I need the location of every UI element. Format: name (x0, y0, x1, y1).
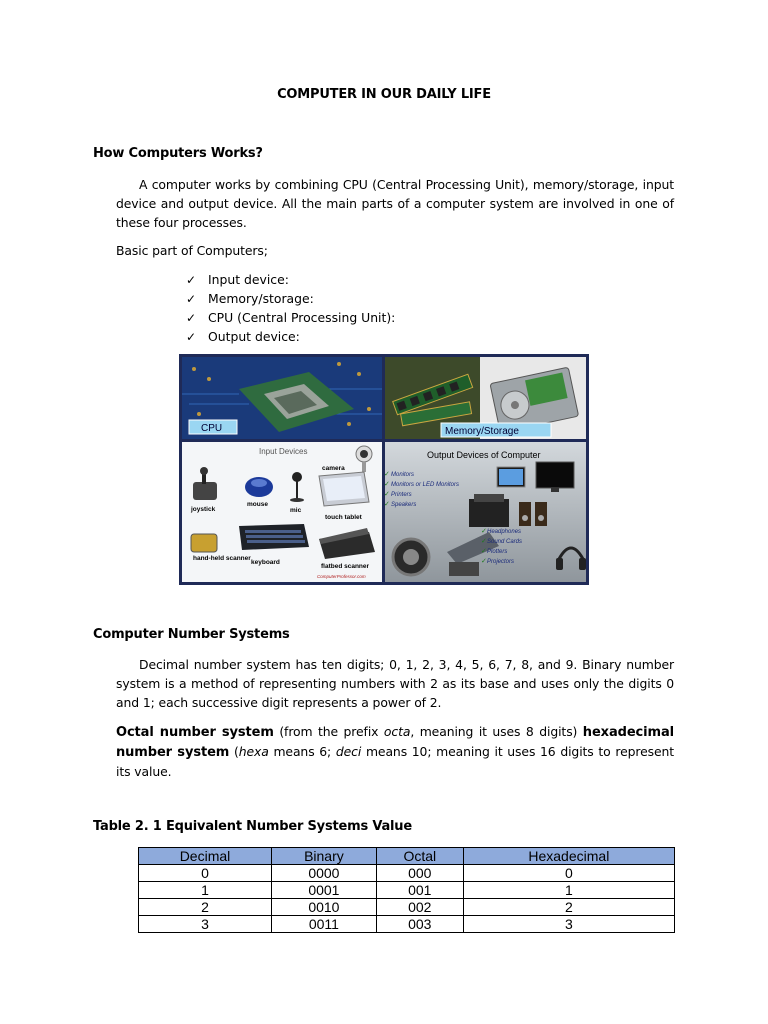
table-cell: 001 (376, 882, 463, 899)
output-list-top-1: Monitors or LED Monitors (391, 482, 460, 488)
table-cell: 003 (376, 916, 463, 933)
table-row (139, 882, 675, 899)
keyboard-label: keyboard (251, 559, 280, 566)
table-cell: 0 (463, 865, 674, 882)
output-list-bottom-3: Projectors (487, 559, 515, 565)
table-row (139, 899, 675, 916)
header-decimal: Decimal (139, 848, 272, 865)
page-title: COMPUTER IN OUR DAILY LIFE (277, 87, 491, 102)
input-devices-title: Input Devices (259, 447, 308, 456)
checkmark-icon: ✓ (186, 292, 197, 306)
output-list-top-3: Speakers (391, 502, 417, 508)
table-cell: 0000 (271, 865, 376, 882)
table-cell: 2 (139, 899, 272, 916)
table-cell: 000 (376, 865, 463, 882)
svg-text:✓: ✓ (481, 548, 487, 555)
table-cell: 0010 (271, 899, 376, 916)
svg-text:✓: ✓ (481, 558, 487, 565)
output-list-top-0: Monitors (391, 472, 415, 478)
checkmark-icon: ✓ (186, 330, 197, 344)
joystick-label: joystick (191, 506, 216, 513)
paragraph-computer-works: A computer works by combining CPU (Central Processing Unit), memory/storage, input device and output device. All the main parts of a computer system are involved in one of these four processes. (116, 177, 674, 230)
paragraph-basic-parts: Basic part of Computers; (116, 243, 268, 258)
svg-text:✓: ✓ (384, 471, 390, 478)
input-devices-panel (182, 442, 382, 582)
table-cell: 1 (139, 882, 272, 899)
table-cell: 3 (463, 916, 674, 933)
checklist-item: ✓ Input device: (186, 270, 395, 289)
paragraph-decimal-binary: Decimal number system has ten digits; 0, 1, 2, 3, 4, 5, 6, 7, 8, and 9. Binary number system is a method of representing numbers with 2 as its base and uses only the digits 0 and 1; each successive digit represents a power of 2. (116, 657, 674, 710)
table-row (139, 916, 675, 933)
output-devices-panel (384, 442, 586, 582)
mic-label: mic (290, 507, 302, 514)
cpu-label: CPU (201, 423, 223, 434)
svg-text:✓: ✓ (384, 481, 390, 488)
computer-parts-figure (179, 354, 589, 585)
cpu-panel (182, 357, 382, 439)
svg-text:✓: ✓ (384, 491, 390, 498)
table-header-row (139, 848, 675, 865)
touch-tablet-label: touch tablet (325, 514, 362, 521)
header-octal: Octal (376, 848, 463, 865)
paragraph-octal-hex: Octal number system (from the prefix octa, meaning it uses 8 digits) hexadecimal number system (hexa means 6; deci means 10; meaning it uses 16 digits to represent its value. (116, 724, 674, 779)
output-list-top-2: Printers (391, 492, 412, 498)
section-heading-how-computers-work: How Computers Works? (93, 146, 263, 161)
table-cell: 1 (463, 882, 674, 899)
mouse-label: mouse (247, 501, 268, 508)
output-devices-title: Output Devices of Computer (427, 450, 541, 460)
table-caption: Table 2. 1 Equivalent Number Systems Value (93, 819, 412, 834)
header-binary: Binary (271, 848, 376, 865)
table-cell: 002 (376, 899, 463, 916)
output-list-bottom-1: Sound Cards (487, 539, 523, 545)
table-cell: 0 (139, 865, 272, 882)
header-hexadecimal: Hexadecimal (463, 848, 674, 865)
basic-parts-checklist (186, 270, 395, 346)
flatbed-scanner-label: flatbed scanner (321, 563, 370, 570)
table-cell: 0001 (271, 882, 376, 899)
svg-text:✓: ✓ (481, 528, 487, 535)
table-row (139, 865, 675, 882)
camera-label: camera (322, 465, 345, 472)
checkmark-icon: ✓ (186, 273, 197, 287)
output-list-bottom-0: Headphones (487, 529, 522, 535)
memory-storage-label: Memory/Storage (445, 426, 519, 437)
svg-text:✓: ✓ (481, 538, 487, 545)
checklist-item: ✓ Memory/storage: (186, 289, 395, 308)
checklist-item: ✓ CPU (Central Processing Unit): (186, 308, 395, 327)
input-credit-label: ComputerProfessor.com (317, 574, 366, 579)
checkmark-icon: ✓ (186, 311, 197, 325)
table-cell: 3 (139, 916, 272, 933)
svg-text:✓: ✓ (384, 501, 390, 508)
handheld-scanner-label: hand-held scanner (193, 555, 251, 562)
number-systems-table (138, 847, 675, 933)
checklist-item: ✓ Output device: (186, 327, 395, 346)
memory-storage-panel (385, 357, 586, 439)
section-heading-number-systems: Computer Number Systems (93, 627, 290, 642)
output-list-bottom-2: Plotters (487, 549, 508, 555)
table-cell: 2 (463, 899, 674, 916)
table-cell: 0011 (271, 916, 376, 933)
